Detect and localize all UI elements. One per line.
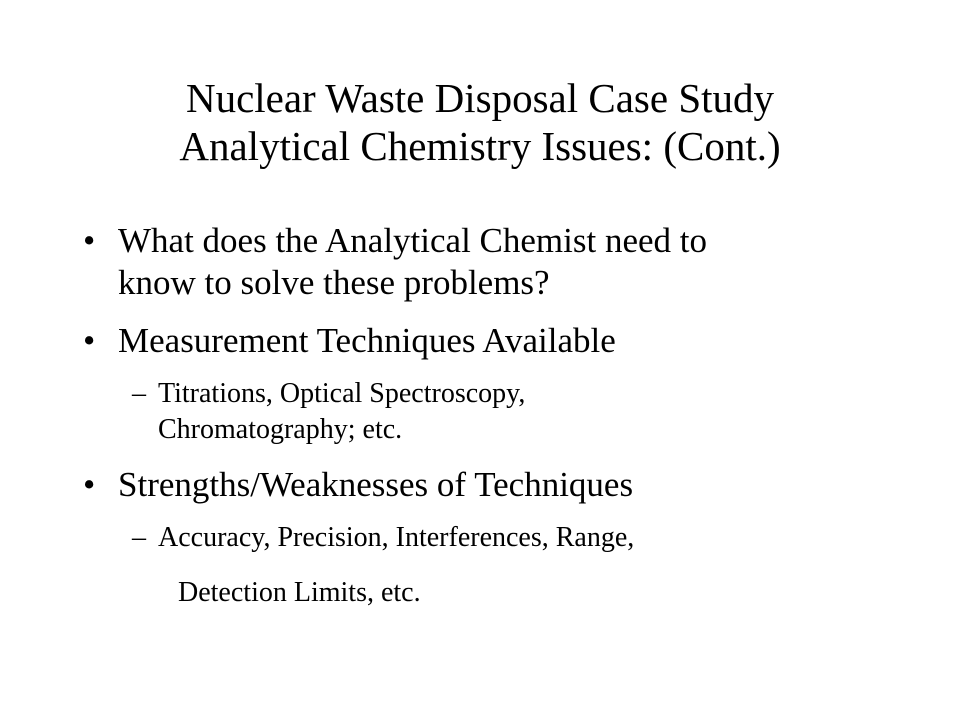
title-line-1: Nuclear Waste Disposal Case Study (185, 75, 775, 121)
sub-3-line-1: Accuracy, Precision, Interferences, Range, (158, 522, 635, 553)
title-line-2: Analytical Chemistry Issues: (Cont.) (179, 123, 781, 169)
bullet-marker: • (83, 465, 96, 504)
dash-marker: – (132, 522, 146, 553)
bullet-2-line-1: Measurement Techniques Available (118, 321, 616, 360)
bullet-1-line-1: What does the Analytical Chemist need to (118, 221, 708, 260)
sub-3-line-2: Detection Limits, etc. (178, 577, 421, 608)
sub-2-line-2: Chromatography; etc. (158, 414, 403, 445)
bullet-3-line-1: Strengths/Weaknesses of Techniques (118, 465, 634, 504)
dash-marker: – (132, 378, 146, 409)
bullet-1-line-2: know to solve these problems? (118, 263, 550, 302)
sub-2-line-1: Titrations, Optical Spectroscopy, (158, 378, 526, 409)
bullet-marker: • (83, 321, 96, 360)
bullet-marker: • (83, 221, 96, 260)
